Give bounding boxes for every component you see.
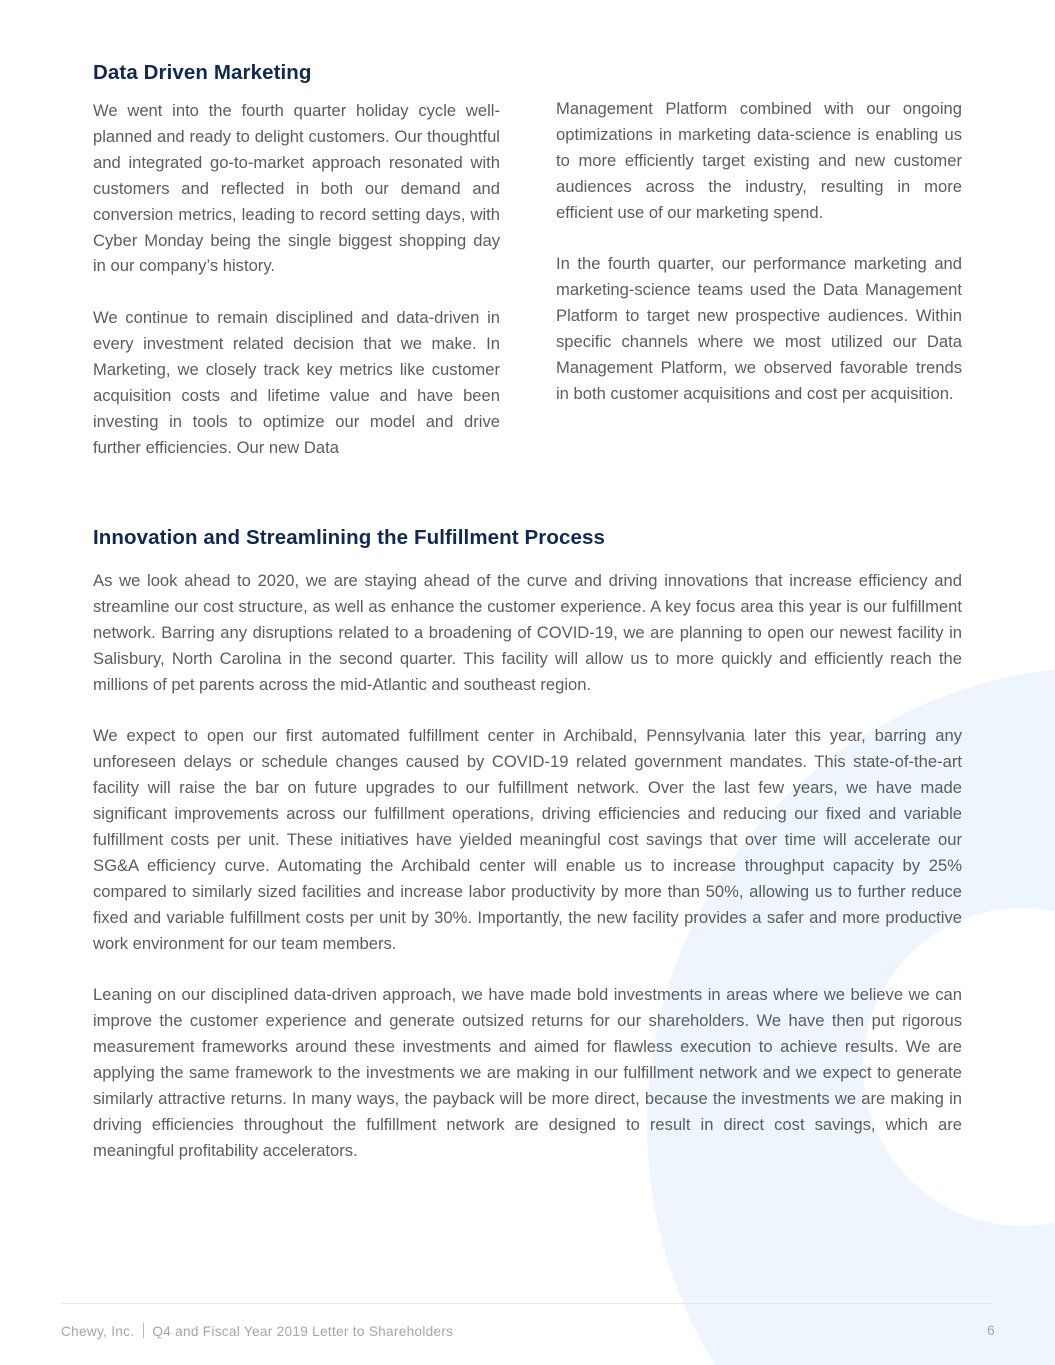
footer-divider xyxy=(61,1303,992,1304)
paragraph: Leaning on our disciplined data-driven approach, we have made bold investments in areas where we believe we can improve the customer experience and generate outsized returns for our shareholders. We have then put rigorous measurement frameworks around these investments and aimed for flawless execution to achieve results. We are applying the same framework to the investments we are making in our fulfillment network and we expect to generate similarly attractive returns. In many ways, the payback will be more direct, because the investments we are making in driving efficiencies throughout the fulfillment network are designed to result in direct cost savings, which are meaningful profitability accelerators. xyxy=(93,985,962,1160)
right-column xyxy=(556,96,962,433)
section-heading-data-driven-marketing: Data Driven Marketing xyxy=(93,61,312,84)
fulfillment-body xyxy=(93,568,962,1190)
section-heading-fulfillment: Innovation and Streamlining the Fulfillment Process xyxy=(93,526,605,549)
footer xyxy=(61,1323,995,1339)
footer-company: Chewy, Inc. xyxy=(61,1324,135,1339)
footer-separator xyxy=(143,1323,144,1338)
paragraph: We continue to remain disciplined and data-driven in every investment related decision that we make. In Marketing, we closely track key metrics like customer acquisition costs and lifetime value and have been investing in tools to optimize our model and drive further efficiencies. Our new Data xyxy=(93,308,500,457)
paragraph: Management Platform combined with our ongoing optimizations in marketing data-science is enabling us to more efficiently target existing and new customer audiences across the industry, resulting in more efficient use of our marketing spend. xyxy=(556,99,962,222)
paragraph: We expect to open our first automated fulfillment center in Archibald, Pennsylvania later this year, barring any unforeseen delays or schedule changes caused by COVID-19 related government mandates. This state-of-the-art facility will raise the bar on future upgrades to our fulfillment network. Over the last few years, we have made significant improvements across our fulfillment operations, driving efficiencies and reducing our fixed and variable fulfillment costs per unit. These initiatives have yielded meaningful cost savings that over time will accelerate our SG&A efficiency curve. Automating the Archibald center will enable us to increase throughput capacity by 25% compared to similarly sized facilities and increase labor productivity by more than 50%, allowing us to further reduce fixed and variable fulfillment costs per unit by 30%. Importantly, the new facility provides a safer and more productive work environment for our team members. xyxy=(93,726,962,953)
paragraph: We went into the fourth quarter holiday cycle well-planned and ready to delight customers. Our thoughtful and integrated go-to-market approach resonated with customers and reflected in both our demand and conversion metrics, leading to record setting days, with Cyber Monday being the single biggest shopping day in our company’s history. xyxy=(93,101,500,276)
paragraph: As we look ahead to 2020, we are staying ahead of the curve and driving innovations that increase efficiency and streamline our cost structure, as well as enhance the customer experience. A key focus area this year is our fulfillment network. Barring any disruptions related to a broadening of COVID-19, we are planning to open our newest facility in Salisbury, North Carolina in the second quarter. This facility will allow us to more quickly and efficiently reach the millions of pet parents across the mid-Atlantic and southeast region. xyxy=(93,571,962,694)
page-number: 6 xyxy=(987,1323,995,1338)
left-column xyxy=(93,98,500,487)
footer-document-title: Q4 and Fiscal Year 2019 Letter to Shareholders xyxy=(152,1324,454,1339)
paragraph: In the fourth quarter, our performance marketing and marketing-science teams used the Data Management Platform to target new prospective audiences. Within specific channels where we most utilized our Data Management Platform, we observed favorable trends in both customer acquisitions and cost per acquisition. xyxy=(556,254,962,403)
